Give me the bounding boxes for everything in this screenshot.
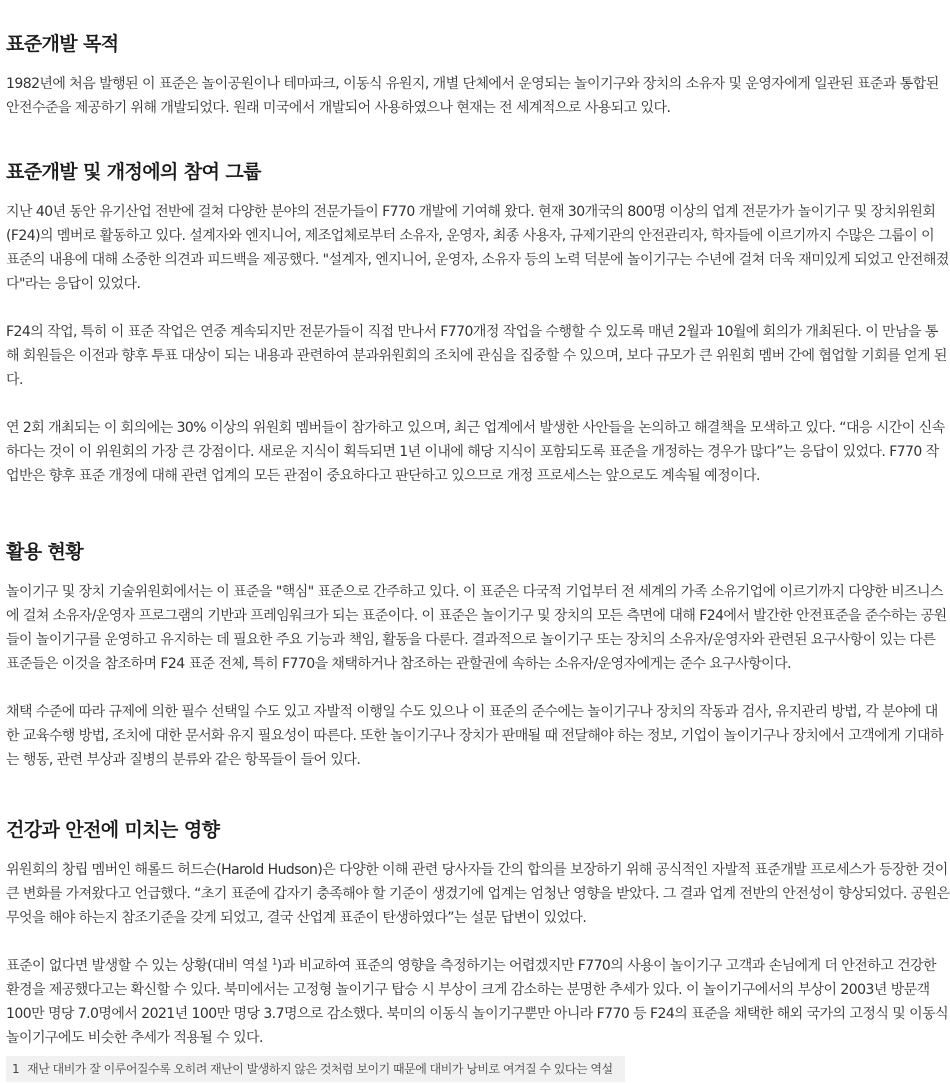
paragraph-text: )과 비교하여 표준의 영향을 측정하기는 어렵겠지만 F770의 사용이 놀이기구 고객과 손님에게 더 안전하고 건강한 환경을 제공했다고는 확신할 수 있다. 북미에서는 고정형 놀이기구 탑승 시 부상이 크게 감소하는 분명한 추세가 있다. 이 놀이기구에서의 부상이 2003년 방문객 100만 명당 7.0명에서 2021년 100만 명당 3.7명으로 감소했다. 북미의 이동식 놀이기구뿐만 아니라 F770 등 F24의 표준을 채택한 해외 국가의 고정식 및 이동식 놀이기구에도 비슷한 추세가 적용될 수 있다. [6,958,949,1046]
paragraph-text: 표준이 없다면 발생할 수 있는 상황(대비 역설 [6,958,268,974]
footnote-number: 1 [12,1062,20,1076]
paragraph: 지난 40년 동안 유기산업 전반에 걸쳐 다양한 분야의 전문가들이 F770 개발에 기여해 왔다. 현재 30개국의 800명 이상의 업계 전문가가 놀이기구 및 장치위원회(F24)의 멤버로 활동하고 있다. 설계자와 엔지니어, 제조업체로부터 소유자, 운영자, 최종 사용자, 규제기관의 안전관리자, 학자들에 이르기까지 수많은 그룹이 이 표준의 내용에 대해 소중한 의견과 피드백을 제공했다. "설계자, 엔지니어, 운영자, 소유자 등의 노력 덕분에 놀이기구는 수년에 걸쳐 더욱 재미있게 되었고 안전해졌다"라는 응답이 있었다. [6,204,949,292]
section-title: 표준개발 및 개정에의 참여 그룹 [6,161,261,183]
section-purpose [6,30,950,120]
paragraph: 위원회의 창립 멤버인 해롤드 허드슨(Harold Hudson)은 다양한 이해 관련 당사자들 간의 합의를 보장하기 위해 공식적인 자발적 표준개발 프로세스가 등장한 것이 큰 변화를 가져왔다고 언급했다. “초기 표준에 갑자기 충족해야 할 기준이 생겼기에 업계는 엄청난 영향을 받았다. 그 결과 업계 전반의 안전성이 향상되었다. 공원은 무엇을 해야 하는지 참조기준을 갖게 되었고, 결국 산업계 표준이 탄생하였다”는 설문 답변이 있었다. [6,862,950,926]
paragraph [6,954,950,1050]
paragraph: 1982년에 처음 발행된 이 표준은 놀이공원이나 테마파크, 이동식 유원지, 개별 단체에서 운영되는 놀이기구와 장치의 소유자 및 운영자에게 일관된 표준과 통합된 안전수준을 제공하기 위해 개발되었다. 원래 미국에서 개발되어 사용하였으나 현재는 전 세계적으로 사용되고 있다. [6,76,939,116]
section-health-safety [6,816,950,1082]
section-title: 건강과 안전에 미치는 영향 [6,819,220,841]
paragraph: F24의 작업, 특히 이 표준 작업은 연중 계속되지만 전문가들이 직접 만나서 F770개정 작업을 수행할 수 있도록 매년 2월과 10월에 회의가 개최된다. 이 만남을 통해 회원들은 이전과 향후 투표 대상이 되는 내용과 관련하여 분과위원회의 조치에 관심을 집중할 수 있으며, 보다 규모가 큰 위원회 멤버 간에 협업할 기회를 얻게 된다. [6,324,947,388]
section-usage [6,538,950,772]
paragraph: 채택 수준에 따라 규제에 의한 필수 선택일 수도 있고 자발적 이행일 수도 있으나 이 표준의 준수에는 놀이기구나 장치의 작동과 검사, 유지관리 방법, 각 분야에 대한 교육수행 방법, 조치에 대한 문서화 유지 필요성이 따른다. 또한 놀이기구나 장치가 판매될 때 전달해야 하는 정보, 기업이 놀이기구나 장치에서 고객에게 기대하는 행동, 관련 부상과 질병의 분류와 같은 항목들이 들어 있다. [6,704,943,768]
paragraph: 연 2회 개최되는 이 회의에는 30% 이상의 위원회 멤버들이 참가하고 있으며, 최근 업계에서 발생한 사안들을 논의하고 해결책을 모색하고 있다. “대응 시간이 신속하다는 것이 이 위원회의 가장 큰 강점이다. 새로운 지식이 획득되면 1년 이내에 해당 지식이 포함되도록 표준을 개정하는 경우가 많다”는 응답이 있었다. F770 작업반은 향후 표준 개정에 대해 관련 업계의 모든 관점이 중요하다고 판단하고 있으므로 개정 프로세스는 앞으로도 계속될 예정이다. [6,420,945,484]
section-title: 표준개발 목적 [6,33,119,55]
footnote-text: 재난 대비가 잘 이루어질수록 오히려 재난이 발생하지 않은 것처럼 보이기 때문에 대비가 낭비로 여겨질 수 있다는 역설 [27,1062,613,1076]
footnote [6,1056,625,1082]
section-title: 활용 현황 [6,541,84,563]
paragraph: 놀이기구 및 장치 기술위원회에서는 이 표준을 "핵심" 표준으로 간주하고 있다. 이 표준은 다국적 기업부터 전 세계의 가족 소유기업에 이르기까지 다양한 비즈니스에 걸쳐 소유자/운영자 프로그램의 기반과 프레임워크가 되는 표준이다. 이 표준은 놀이기구 및 장치의 모든 측면에 대해 F24에서 발간한 안전표준을 준수하는 공원들이 놀이기구를 운영하고 유지하는 데 필요한 주요 기능과 책임, 활동을 다룬다. 결과적으로 놀이기구 또는 장치의 소유자/운영자와 관련된 요구사항이 있는 다른 표준들은 이것을 참조하며 F24 표준 전체, 특히 F770을 채택하거나 참조하는 관할권에 속하는 소유자/운영자에게는 준수 요구사항이다. [6,584,947,672]
footnote-reference[interactable]: 1 [271,957,277,968]
section-participants [6,158,950,488]
